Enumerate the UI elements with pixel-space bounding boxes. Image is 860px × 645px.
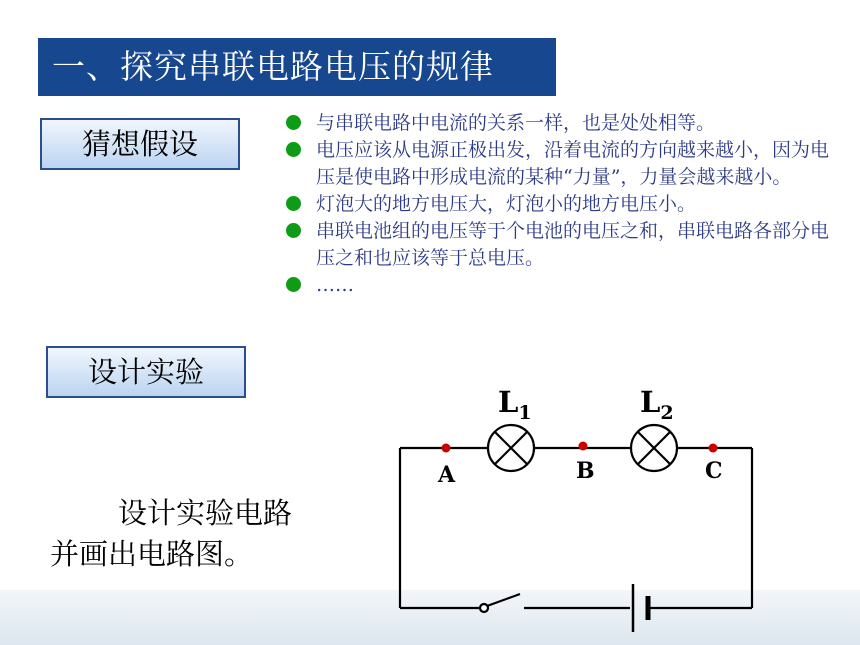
list-item: 串联电池组的电压等于个电池的电压之和，串联电路各部分电压之和也应该等于总电压。 (284, 218, 829, 272)
caption-line-2: 并画出电路图。 (50, 537, 254, 571)
battery-icon (633, 584, 648, 632)
list-item: …… (284, 272, 829, 299)
point-a-label: A (438, 462, 456, 488)
point-b-dot (579, 442, 588, 451)
caption-line-1: 设计实验电路 (118, 496, 293, 530)
lamp-l1-label: $L_1$ (498, 385, 532, 424)
list-item: 灯泡大的地方电压大，灯泡小的地方电压小。 (284, 191, 829, 218)
point-c-dot (709, 444, 718, 453)
point-a-dot (442, 444, 451, 453)
point-b-label: B (576, 458, 595, 484)
list-item: 与串联电路中电流的关系一样，也是处处相等。 (284, 110, 829, 137)
hypothesis-label: 猜想假设 (40, 118, 240, 170)
switch-icon (480, 594, 520, 612)
experiment-label: 设计实验 (46, 346, 246, 398)
slide-title: 一、探究串联电路电压的规律 (38, 38, 556, 96)
list-item: 电压应该从电源正极出发，沿着电流的方向越来越小，因为电压是使电路中形成电流的某种“力量”，力量会越来越小。 (284, 137, 829, 191)
lamp-l1-icon (488, 425, 534, 471)
lamp-l2-icon (631, 425, 677, 471)
point-c-label: C (705, 458, 723, 484)
lamp-l2-label: $L_2$ (640, 385, 674, 424)
